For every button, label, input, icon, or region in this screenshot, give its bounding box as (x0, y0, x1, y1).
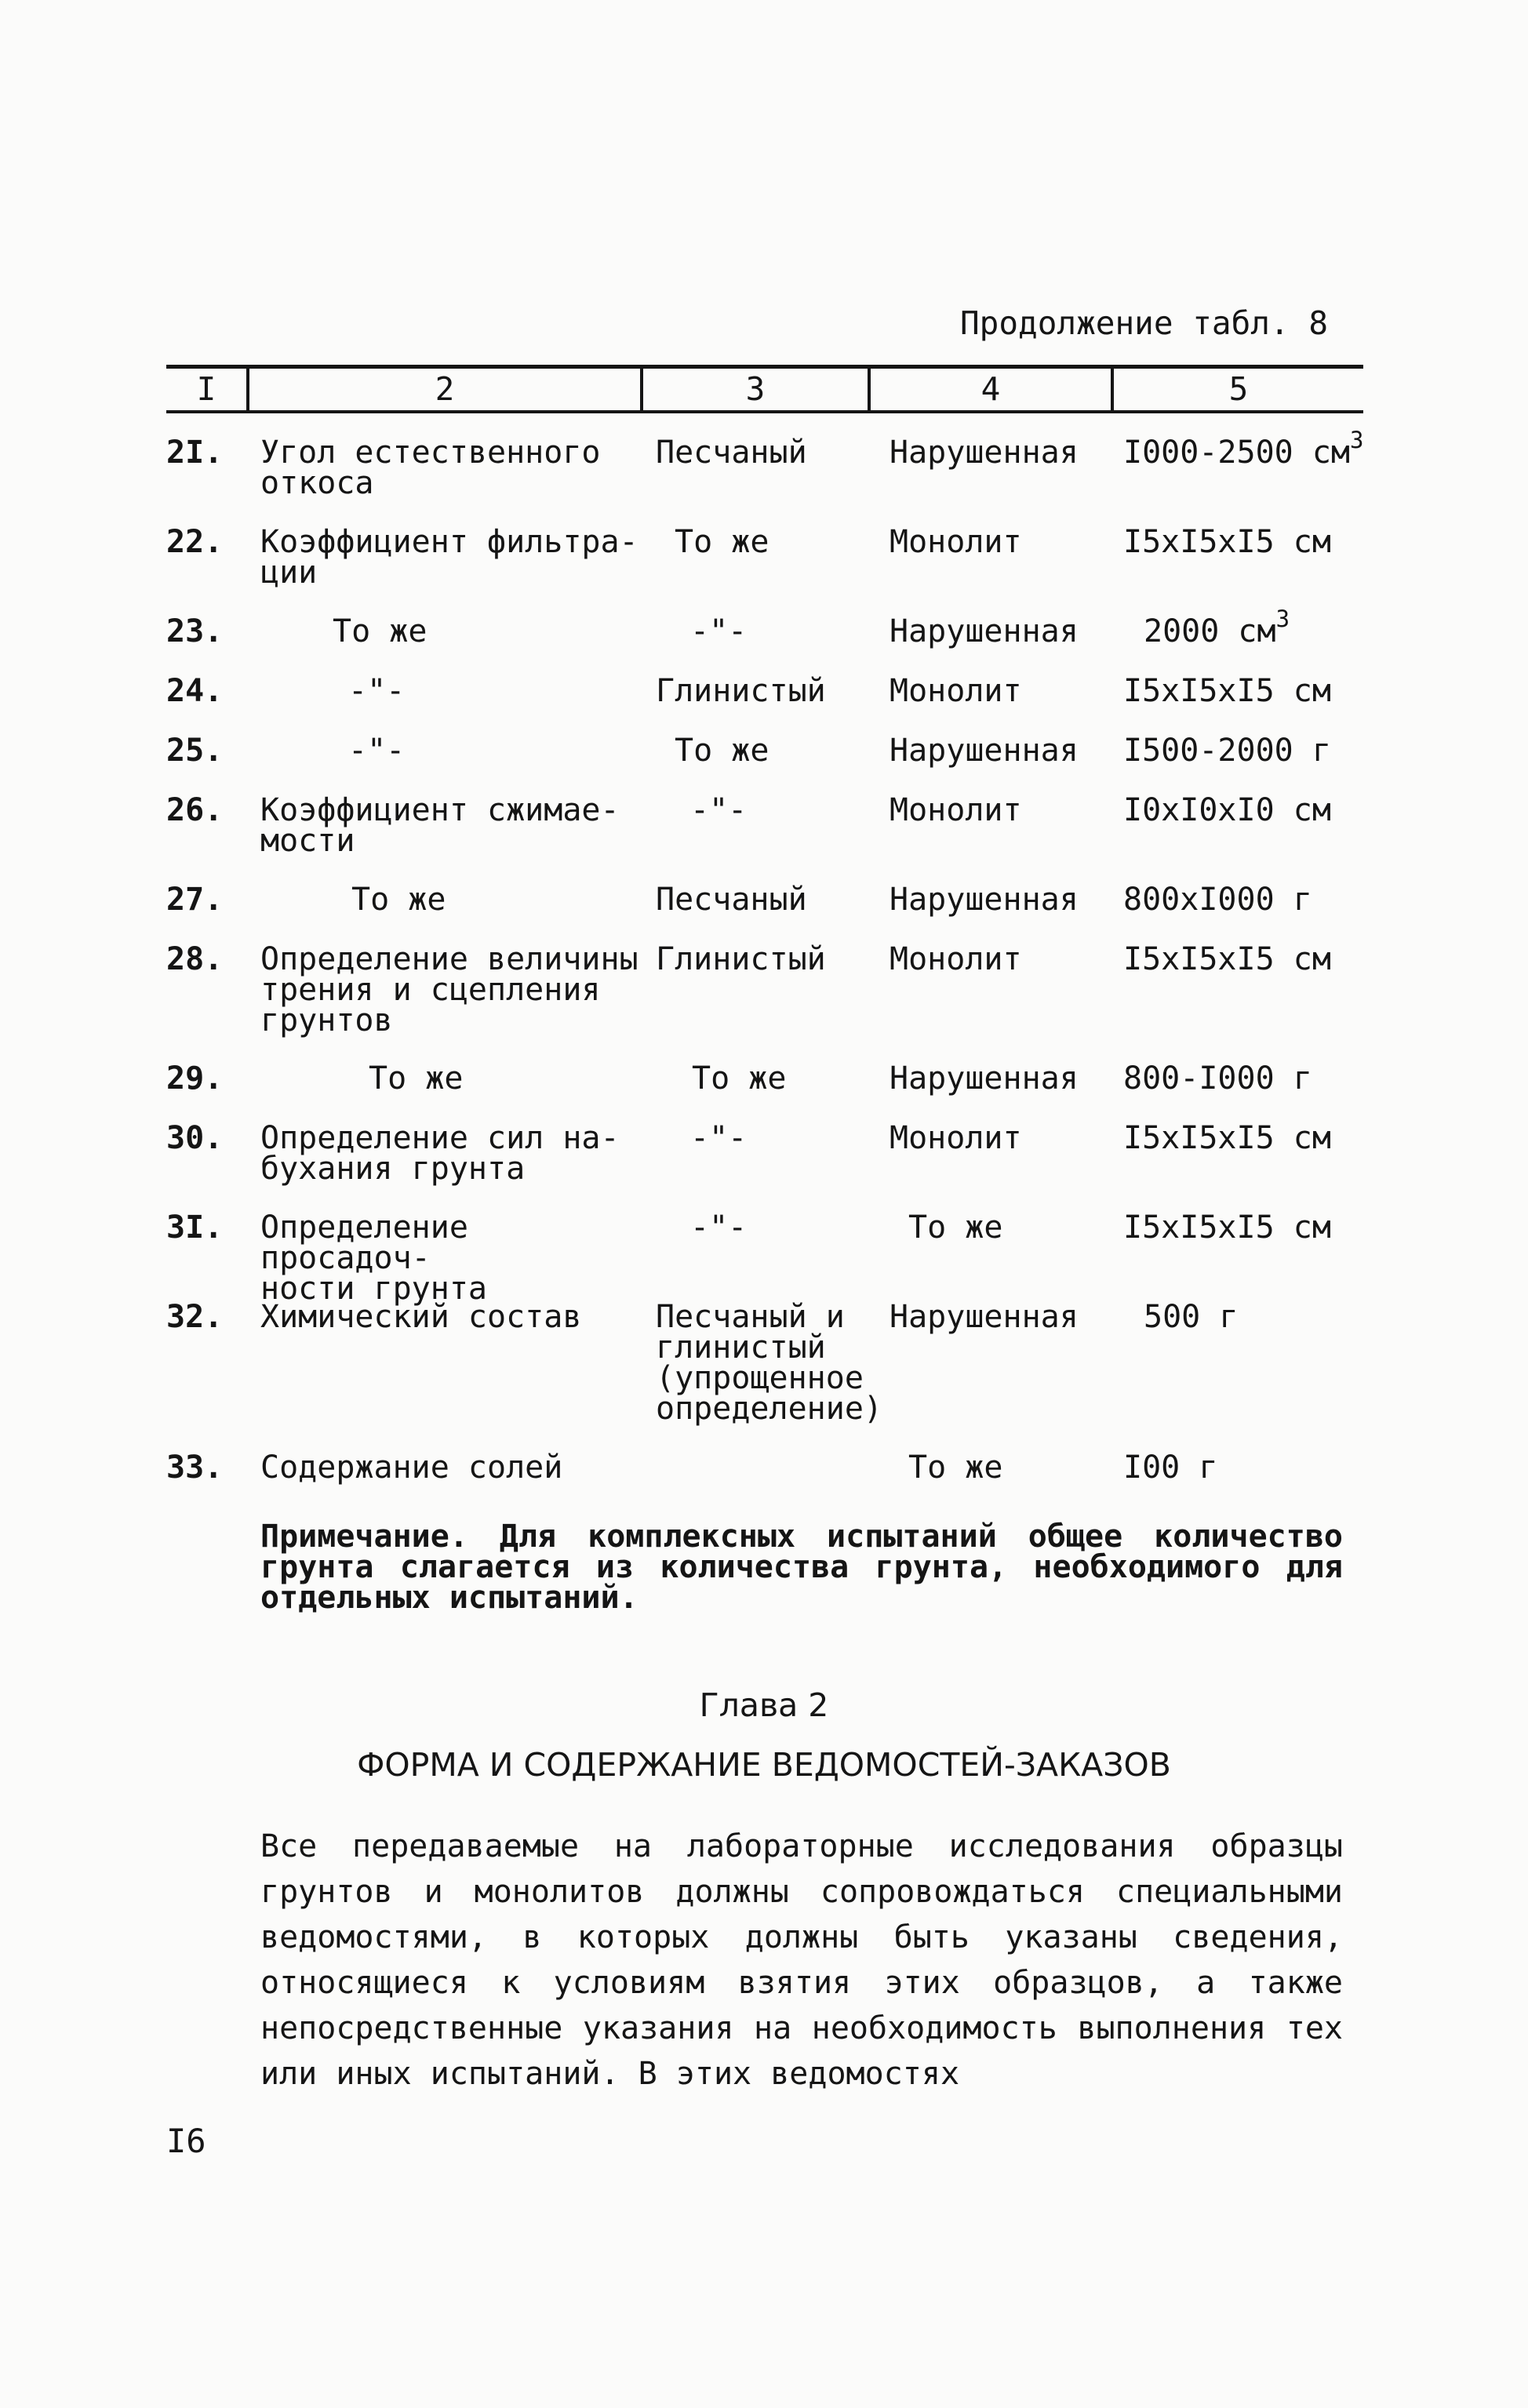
sample-amount-value: I500-2000 г (1123, 733, 1331, 769)
soil-type: -"- (690, 792, 748, 828)
test-name: То же (351, 882, 446, 918)
sample-state: Нарушенная (890, 882, 1079, 918)
sample-state: Нарушенная (890, 1060, 1079, 1097)
chapter-number: Глава 2 (699, 1686, 829, 1724)
table-note-text: Примечание. Для комплексных испытаний общее количество грунта слагается из количества грунта, необходимого для отдельных испытаний. (260, 1519, 1343, 1616)
column-header-2: 2 (435, 370, 455, 408)
test-name: То же (369, 1060, 464, 1097)
test-name: Определение просадоч- ности грунта (260, 1209, 487, 1307)
sample-amount-value: I5xI5xI5 см (1123, 673, 1331, 709)
sample-amount (1123, 427, 1382, 471)
soil-type: -"- (690, 613, 748, 649)
unit-exponent: 3 (1275, 606, 1290, 632)
sample-state: То же (908, 1450, 1003, 1486)
sample-amount (1123, 673, 1382, 709)
sample-amount-value: I00 г (1123, 1450, 1218, 1486)
row-number: 2I. (166, 435, 224, 471)
row-number: 27. (166, 882, 224, 918)
sample-amount-value: I5xI5xI5 см (1123, 524, 1331, 560)
sample-state: Нарушенная (890, 613, 1079, 649)
sample-amount-value: I5xI5xI5 см (1123, 941, 1331, 977)
chapter-title: ФОРМА И СОДЕРЖАНИЕ ВЕДОМОСТЕЙ-ЗАКАЗОВ (357, 1746, 1171, 1784)
sample-amount-value: 800xI000 г (1123, 882, 1312, 918)
sample-state: Монолит (890, 941, 1022, 977)
sample-amount (1123, 733, 1382, 769)
column-header-1: I (196, 370, 216, 408)
row-number: 25. (166, 733, 224, 769)
table-header-rule (166, 410, 1363, 413)
sample-amount (1123, 1450, 1382, 1486)
sample-state: Нарушенная (890, 733, 1079, 769)
row-number: 26. (166, 792, 224, 828)
row-number: 32. (166, 1299, 224, 1335)
sample-state: Нарушенная (890, 435, 1079, 471)
soil-type: То же (675, 733, 769, 769)
soil-type: -"- (690, 1120, 748, 1156)
sample-amount (1123, 941, 1382, 977)
soil-type: -"- (690, 1209, 748, 1246)
sample-amount-value: I5xI5xI5 см (1123, 1120, 1331, 1156)
sample-amount-value: 2000 см (1144, 613, 1276, 649)
sample-amount-value: I0xI0xI0 см (1123, 792, 1331, 828)
soil-type: Глинистый (656, 673, 826, 709)
test-name: Определение величины трения и сцепления грунтов (260, 941, 638, 1038)
sample-state: Монолит (890, 1120, 1022, 1156)
row-number: 22. (166, 524, 224, 560)
test-name: Определение сил на- бухания грунта (260, 1120, 620, 1187)
soil-type: Глинистый (656, 941, 826, 977)
test-name: То же (333, 613, 427, 649)
body-paragraph (166, 1824, 1343, 2097)
sample-amount (1123, 524, 1382, 560)
soil-type: Песчаный и глинистый (упрощенное определение) (656, 1299, 882, 1427)
sample-amount (1144, 1299, 1402, 1335)
test-name: Угол естественного откоса (260, 435, 601, 501)
row-number: 33. (166, 1450, 224, 1486)
sample-amount (1123, 1120, 1382, 1156)
soil-type: Песчаный (656, 882, 807, 918)
test-name: -"- (348, 733, 406, 769)
test-name: Химический состав (260, 1299, 582, 1335)
sample-state: Монолит (890, 524, 1022, 560)
sample-amount (1123, 882, 1382, 918)
sample-state: То же (908, 1209, 1003, 1246)
row-number: 29. (166, 1060, 224, 1097)
sample-amount (1144, 606, 1402, 649)
table-note (166, 1519, 1343, 1616)
body-paragraph-text: Все передаваемые на лабораторные исследования образцы грунтов и монолитов должны сопровождаться специальными ведомостями, в которых должны быть указаны сведения, относящиеся к условиям взятия этих образцов, а также непосредственные указания на необходимость выполнения тех или иных испытаний. В этих ведомостях (260, 1828, 1343, 2092)
row-number: 3I. (166, 1209, 224, 1246)
table-top-rule (166, 365, 1363, 369)
test-name: Содержание солей (260, 1450, 563, 1486)
column-header-4: 4 (980, 370, 1001, 408)
row-number: 23. (166, 613, 224, 649)
sample-amount-value: I000-2500 см (1123, 435, 1350, 471)
sample-state: Нарушенная (890, 1299, 1079, 1335)
row-number: 28. (166, 941, 224, 977)
sample-amount (1123, 792, 1382, 828)
table-continuation-label: Продолжение табл. 8 (960, 304, 1328, 342)
sample-state: Монолит (890, 792, 1022, 828)
soil-type: Песчаный (656, 435, 807, 471)
sample-amount-value: 800-I000 г (1123, 1060, 1312, 1097)
column-header-5: 5 (1228, 370, 1249, 408)
sample-amount (1123, 1060, 1382, 1097)
unit-exponent: 3 (1349, 427, 1364, 453)
sample-amount (1123, 1209, 1382, 1246)
sample-state: Монолит (890, 673, 1022, 709)
page-number: I6 (166, 2122, 206, 2160)
test-name: Коэффициент сжимае- мости (260, 792, 620, 859)
sample-amount-value: 500 г (1144, 1299, 1239, 1335)
row-number: 24. (166, 673, 224, 709)
soil-type: То же (675, 524, 769, 560)
row-number: 30. (166, 1120, 224, 1156)
soil-type: То же (692, 1060, 787, 1097)
sample-amount-value: I5xI5xI5 см (1123, 1209, 1331, 1246)
test-name: -"- (348, 673, 406, 709)
column-header-3: 3 (745, 370, 766, 408)
test-name: Коэффициент фильтра- ции (260, 524, 638, 591)
